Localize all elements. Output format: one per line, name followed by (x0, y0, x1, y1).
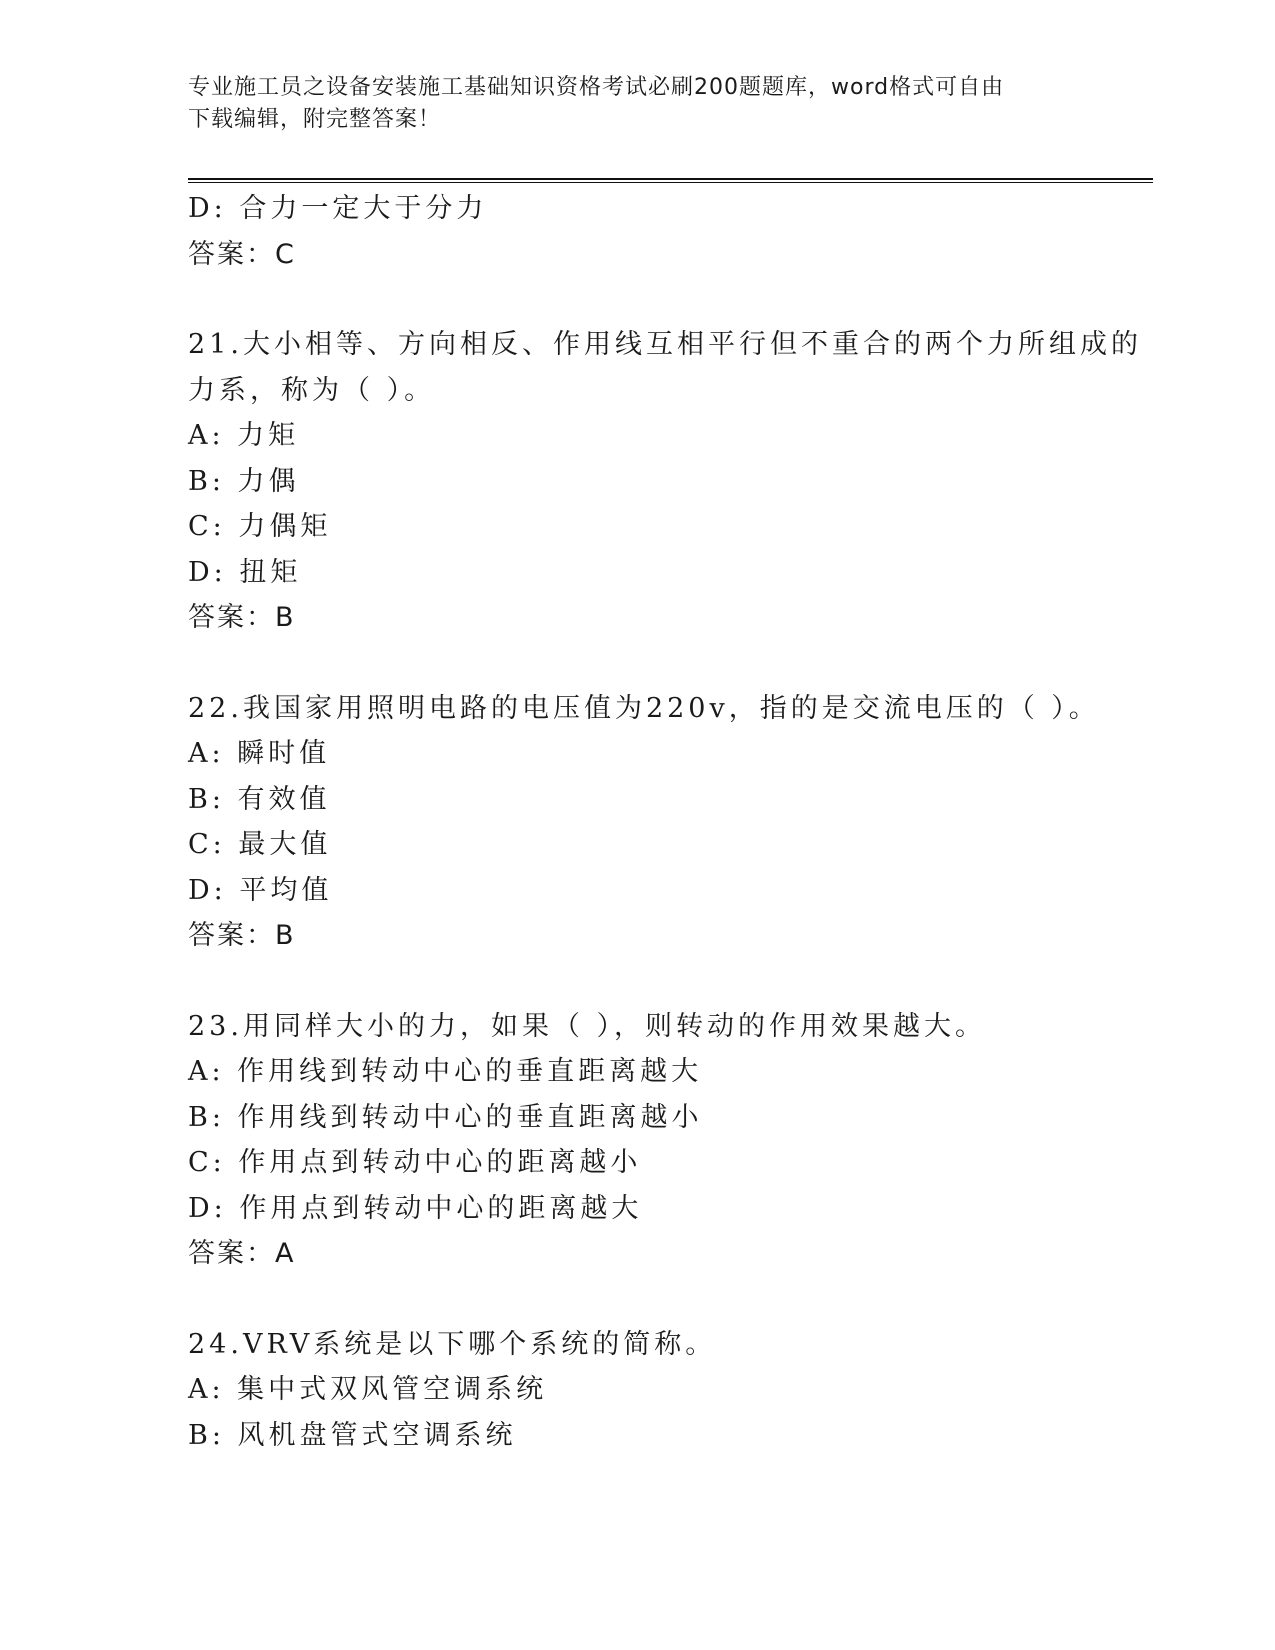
header-divider-thick (188, 178, 1153, 180)
question-21 (188, 322, 1142, 641)
header-divider-thin (188, 182, 1153, 183)
spacer (188, 959, 1088, 1004)
option-d: D: 作用点到转动中心的距离越大 (188, 1192, 643, 1224)
option-b: B: 作用线到转动中心的垂直距离越小 (188, 1101, 703, 1133)
question-22 (188, 686, 1100, 959)
question-stem-line: 23.用同样大小的力，如果（ ），则转动的作用效果越大。 (188, 1010, 987, 1042)
option-c: C: 作用点到转动中心的距离越小 (188, 1147, 642, 1178)
question-stem-line: 力系，称为（ ）。 (188, 374, 436, 406)
answer-line: 答案：B (188, 920, 296, 951)
option-a: A: 瞬时值 (188, 738, 331, 769)
question-23 (188, 1004, 1088, 1277)
spacer (188, 641, 1088, 686)
option-a: A: 力矩 (188, 420, 300, 451)
answer-line: 答案：B (188, 602, 296, 633)
option-b: B: 力偶 (188, 465, 300, 497)
option-c: C: 力偶矩 (188, 511, 332, 542)
question-stem-line: 21.大小相等、方向相反、作用线互相平行但不重合的两个力所组成的 (188, 329, 1142, 360)
header-line-1: 专业施工员之设备安装施工基础知识资格考试必刷200题题库，word格式可自由 (188, 75, 1005, 100)
option-d: D: 扭矩 (188, 556, 302, 588)
question-stem-line: 22.我国家用照明电路的电压值为220v，指的是交流电压的（ ）。 (188, 692, 1100, 724)
option-a: A: 作用线到转动中心的垂直距离越大 (188, 1056, 703, 1087)
option-c: C: 最大值 (188, 829, 332, 860)
spacer (188, 277, 1088, 322)
answer-line: 答案：A (188, 1238, 296, 1269)
header-line-2: 下载编辑，附完整答案！ (188, 107, 442, 132)
option-a: A: 集中式双风管空调系统 (188, 1374, 548, 1405)
option-d: D: 平均值 (188, 874, 333, 906)
question-stem-line: 24.VRV系统是以下哪个系统的简称。 (188, 1328, 717, 1360)
question-20-answer: 答案：C (188, 238, 296, 270)
question-list (188, 186, 1142, 1458)
question-20-option-d: D: 合力一定大于分力 (188, 193, 488, 224)
spacer (188, 1277, 1088, 1322)
document-header (188, 72, 1068, 136)
option-b: B: 有效值 (188, 783, 331, 815)
question-24 (188, 1322, 1088, 1459)
option-b: B: 风机盘管式空调系统 (188, 1419, 517, 1451)
